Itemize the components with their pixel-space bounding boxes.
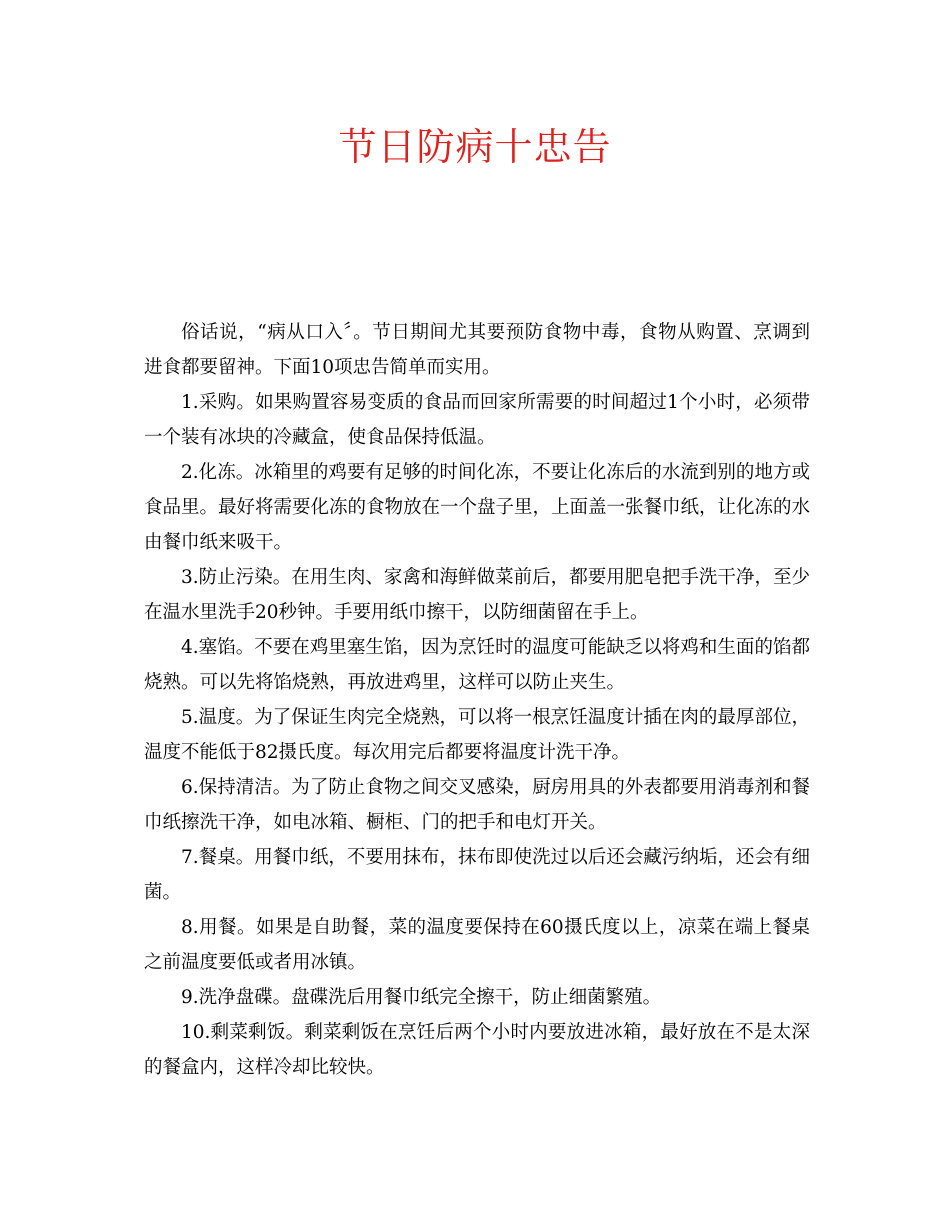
- tip-paragraph-3: 3.防止污染。在用生肉、家禽和海鲜做菜前后，都要用肥皂把手洗干净，至少在温水里洗手20秒钟。手要用纸巾擦干，以防细菌留在手上。: [144, 567, 810, 623]
- tip-paragraph-5: 5.温度。为了保证生肉完全烧熟，可以将一根烹饪温度计插在肉的最厚部位，温度不能低于82摄氏度。每次用完后都要将温度计洗干净。: [144, 707, 810, 763]
- tip-paragraph-2: 2.化冻。冰箱里的鸡要有足够的时间化冻，不要让化冻后的水流到别的地方或食品里。最好将需要化冻的食物放在一个盘子里，上面盖一张餐巾纸，让化冻的水由餐巾纸来吸干。: [144, 462, 811, 553]
- tip-paragraph-7: 7.餐桌。用餐巾纸，不要用抹布，抹布即使洗过以后还会藏污纳垢，还会有细菌。: [144, 847, 810, 903]
- tip-paragraph-8: 8.用餐。如果是自助餐，菜的温度要保持在60摄氏度以上，凉菜在端上餐桌之前温度要低或者用冰镇。: [144, 917, 810, 973]
- tip-paragraph-4: 4.塞馅。不要在鸡里塞生馅，因为烹饪时的温度可能缺乏以将鸡和生面的馅都烧熟。可以先将馅烧熟，再放进鸡里，这样可以防止夹生。: [144, 637, 810, 693]
- tip-paragraph-1: 1.采购。如果购置容易变质的食品而回家所需要的时间超过1个小时，必须带一个装有冰块的冷藏盒，使食品保持低温。: [144, 392, 810, 448]
- intro-paragraph: 俗话说，“病从口入〞。节日期间尤其要预防食物中毒，食物从购置、烹调到进食都要留神。下面10项忠告简单而实用。: [144, 322, 810, 378]
- document-title: 节日防病十忠告: [338, 125, 612, 169]
- tip-paragraph-9: 9.洗净盘碟。盘碟洗后用餐巾纸完全擦干，防止细菌繁殖。: [181, 987, 662, 1008]
- tip-paragraph-6: 6.保持清洁。为了防止食物之间交叉感染，厨房用具的外表都要用消毒剂和餐巾纸擦洗干净，如电冰箱、橱柜、门的把手和电灯开关。: [144, 777, 810, 833]
- tip-paragraph-10: 10.剩菜剩饭。剩菜剩饭在烹饪后两个小时内要放进冰箱，最好放在不是太深的餐盒内，这样冷却比较快。: [144, 1022, 810, 1078]
- document-body: [144, 315, 810, 1085]
